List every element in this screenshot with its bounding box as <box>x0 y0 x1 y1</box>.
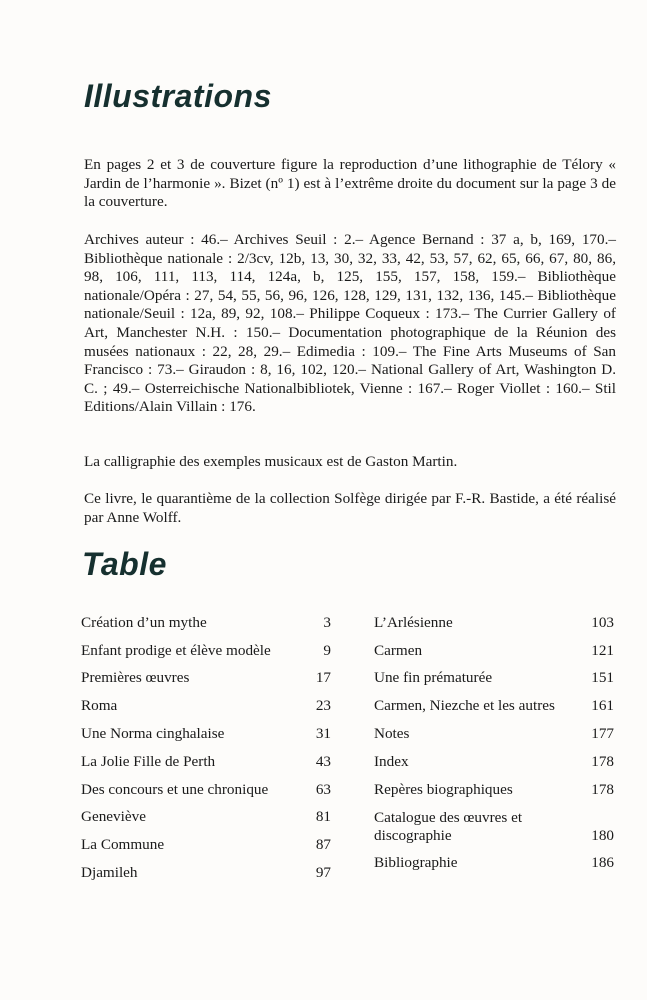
toc-entry-title: L’Arlésienne <box>374 613 453 631</box>
toc-entry-page: 97 <box>315 863 331 881</box>
toc-entry-page: 186 <box>591 854 614 872</box>
toc-entry-title: Repères biographiques <box>374 780 513 798</box>
toc-entry-title: Carmen <box>374 641 423 659</box>
toc-entry-page: 180 <box>591 826 614 844</box>
toc-right-column <box>374 604 614 872</box>
cover-note-paragraph: En pages 2 et 3 de couverture figure la reproduction d’une lithographie de Télory « Jardin de l’harmonie ». Bizet (nº 1) est à l’extrême droite du document sur la page 3 de la couverture. <box>84 156 616 211</box>
toc-entry <box>374 660 614 688</box>
toc-entry-title: La Jolie Fille de Perth <box>81 752 216 770</box>
toc-entry <box>81 826 331 854</box>
toc-entry <box>374 845 614 873</box>
toc-entry-title: Carmen, Niezche et les autres <box>374 697 555 715</box>
toc-entry-page: 103 <box>591 613 614 631</box>
toc-entry-page: 81 <box>315 808 331 826</box>
toc-entry <box>374 632 614 660</box>
toc-entry-page: 63 <box>315 780 331 798</box>
toc-entry-title: Une Norma cinghalaise <box>81 724 225 742</box>
toc-entry <box>81 632 331 660</box>
photo-credits-paragraph: Archives auteur : 46.– Archives Seuil : 2.– Agence Bernand : 37 a, b, 169, 170.– Bibliothèque nationale : 2/3cv, 12b, 13, 30, 32, 33, 42, 53, 57, 62, 65, 66, 67, 80, 86, 98, 106, 111, 113, 114, 124a, b, 125, 155, 157, 158, 159.– Bibliothèque nationale/Opéra : 27, 54, 55, 56, 96, 126, 128, 129, 131, 132, 136, 145.– Bibliothèque nationale/Seuil : 12a, 89, 92, 108.– Philippe Coqueux : 173.– The Currier Gallery of Art, Manchester N.H. : 150.– Documentation photographique de la Réunion des musées nationaux : 22, 28, 29.– Edimedia : 109.– The Fine Arts Museums of San Francisco : 73.– Giraudon : 8, 16, 102, 120.– National Gallery of Art, Washington D. C. ; 49.– Osterreichische Nationalbibliotek, Vienne : 167.– Roger Viollet : 160.– Stil Editions/Alain Villain : 176. <box>84 231 616 416</box>
toc-entry-page: 121 <box>591 641 614 659</box>
toc-entry-title: Des concours et une chronique <box>81 780 269 798</box>
toc-entry-page: 177 <box>591 724 614 742</box>
illustrations-heading: Illustrations <box>84 78 272 114</box>
toc-entry-title: La Commune <box>81 836 165 854</box>
toc-entry-page: 17 <box>315 669 331 687</box>
table-heading: Table <box>82 546 167 582</box>
toc-entry <box>81 771 331 799</box>
toc-entry-title: Catalogue des œuvres et discographie <box>374 808 523 844</box>
toc-entry <box>81 743 331 771</box>
toc-entry <box>81 604 331 632</box>
toc-entry-page: 87 <box>315 836 331 854</box>
toc-entry-title: Création d’un mythe <box>81 613 207 631</box>
toc-entry-page: 178 <box>591 752 614 770</box>
toc-entry-page: 3 <box>323 613 331 631</box>
toc-entry-title: Roma <box>81 697 118 715</box>
toc-entry <box>374 687 614 715</box>
toc-entry <box>81 799 331 827</box>
edition-paragraph: Ce livre, le quarantième de la collection Solfège dirigée par F.-R. Bastide, a été réalisé par Anne Wolff. <box>84 490 616 526</box>
toc-entry-title: Bibliographie <box>374 854 458 872</box>
toc-entry <box>374 771 614 799</box>
toc-entry <box>374 604 614 632</box>
toc-entry-page: 161 <box>591 697 614 715</box>
toc-entry-title: Geneviève <box>81 808 146 826</box>
toc-entry-page: 9 <box>323 641 331 659</box>
toc-left-column <box>81 604 331 882</box>
toc-entry-title: Index <box>374 752 409 770</box>
toc-entry-page: 31 <box>315 724 331 742</box>
toc-entry-page: 43 <box>315 752 331 770</box>
toc-entry <box>81 715 331 743</box>
toc-entry <box>81 660 331 688</box>
toc-entry <box>81 854 331 882</box>
calligraphy-paragraph: La calligraphie des exemples musicaux est de Gaston Martin. <box>84 453 458 470</box>
toc-entry-title: Premières œuvres <box>81 669 190 687</box>
toc-entry-title: Djamileh <box>81 863 138 881</box>
toc-entry <box>374 743 614 771</box>
toc-entry-title: Une fin prématurée <box>374 669 493 687</box>
toc-entry-page: 151 <box>591 669 614 687</box>
toc-entry-page: 178 <box>591 780 614 798</box>
toc-entry <box>81 687 331 715</box>
toc-entry-title: Notes <box>374 724 410 742</box>
toc-entry-page: 23 <box>315 697 331 715</box>
toc-entry <box>374 715 614 743</box>
toc-entry-title: Enfant prodige et élève modèle <box>81 641 271 659</box>
toc-entry <box>374 799 614 845</box>
